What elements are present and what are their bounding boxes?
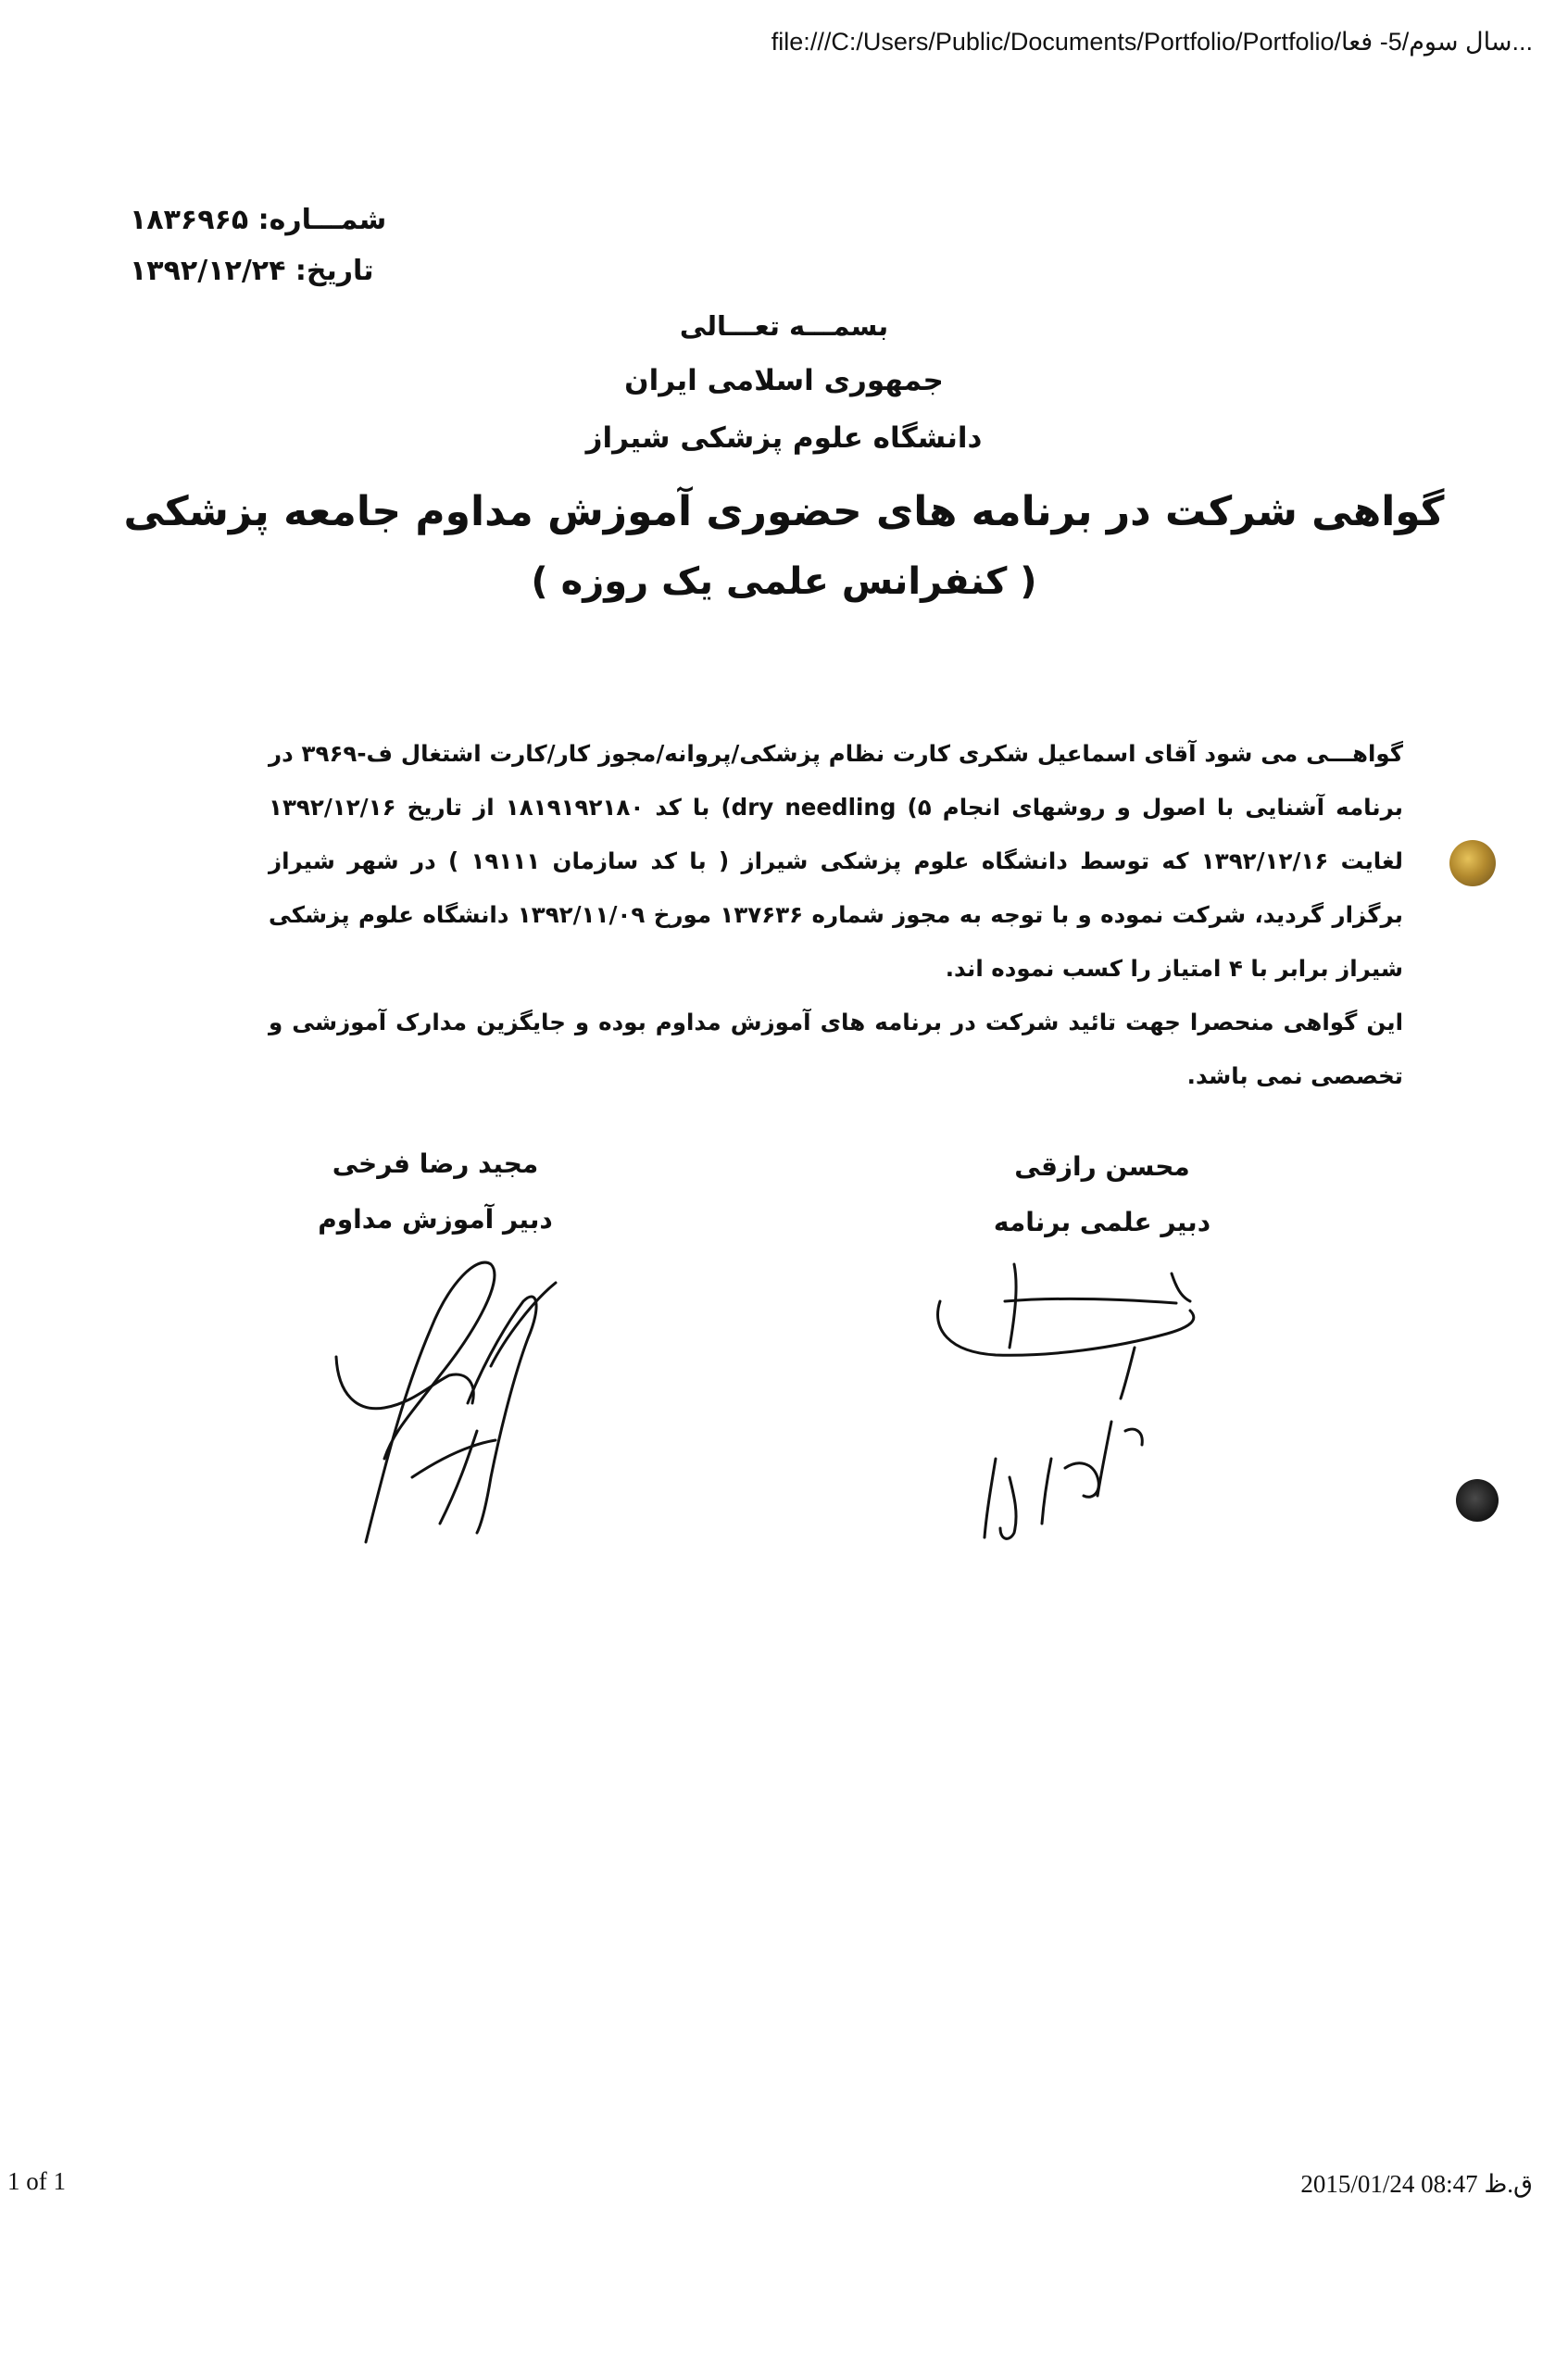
invocation-line: بسمـــه تعـــالی <box>679 310 889 342</box>
gold-seal-icon <box>1449 840 1496 886</box>
file-path-header: file:///C:/Users/Public/Documents/Portfolio/Portfolio/سال سوم/5- فعا... <box>771 28 1533 56</box>
republic-line: جمهوری اسلامی ایران <box>624 364 944 397</box>
left-signer-name: مجید رضا فرخی <box>332 1148 539 1179</box>
page-count: 1 of 1 <box>7 2167 66 2195</box>
document-number: شمـــاره: ۱۸۳۶۹۶۵ <box>130 204 387 236</box>
left-signature-icon <box>329 1246 588 1551</box>
certificate-title: گواهی شرکت در برنامه های حضوری آموزش مداوم جامعه پزشکی <box>123 488 1445 535</box>
certificate-paragraph: گواهـــی می شود آقای اسماعیل شکری کارت نظام پزشکی/پروانه/مجوز کار/کارت اشتغال ف-۳۹۶۹ در برنامه آشنایی با اصول و روشهای انجام ۵) dry needling) با کد ۱۸۱۹۱۹۲۱۸۰ از تاریخ ۱۳۹۲/۱۲/۱۶ لغایت ۱۳۹۲/۱۲/۱۶ که توسط دانشگاه علوم پزشکی شیراز ( با کد سازمان ۱۹۱۱۱ ) در شهر شیراز برگزار گردید، شرکت نموده و با توجه به مجوز شماره ۱۳۷۶۳۶ مورخ ۱۳۹۲/۱۱/۰۹ دانشگاه علوم پزشکی شیراز برابر با ۴ امتیاز را کسب نموده اند. <box>269 740 1404 982</box>
right-signer-name: محسن رازقی <box>1014 1151 1190 1182</box>
certificate-note: این گواهی منحصرا جهت تائید شرکت در برنامه های آموزش مداوم بوده و جایگزین مدارک آموزشی و تخصصی نمی باشد. <box>269 1009 1403 1089</box>
university-name: دانشگاه علوم پزشکی شیراز <box>585 421 983 455</box>
document-date: تاریخ: ۱۳۹۲/۱۲/۲۴ <box>130 255 374 287</box>
print-datetime: 2015/01/24 08:47 ق.ظ <box>1300 2170 1533 2198</box>
right-signer-role: دبیر علمی برنامه <box>993 1207 1211 1237</box>
certificate-body <box>269 727 1403 1103</box>
dark-seal-icon <box>1456 1479 1499 1522</box>
left-signer-role: دبیر آموزش مداوم <box>318 1204 553 1235</box>
right-signature-icon <box>912 1246 1246 1551</box>
certificate-subtitle: ( کنفرانس علمی یک روزه ) <box>531 560 1037 603</box>
